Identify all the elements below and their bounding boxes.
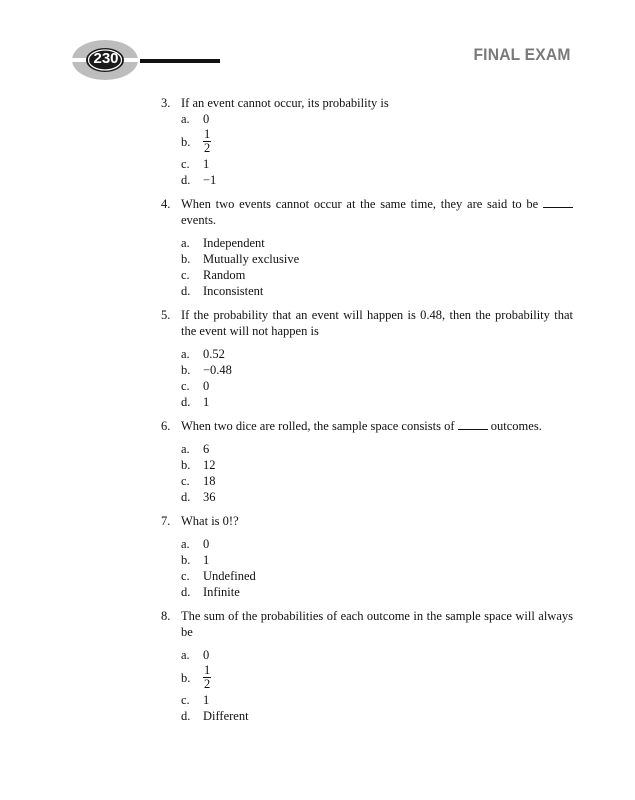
answer-blank [543,196,573,208]
running-head: FINAL EXAM [473,45,571,64]
option-b: b. $\frac{1}{2}$ [181,127,211,155]
option-c: c. 1 [181,693,210,707]
question-number: 3. [161,96,171,110]
option-b: b. 1 [181,553,210,567]
question-number: 7. [161,514,171,528]
question-number: 4. [161,197,171,211]
question-5 [161,307,573,410]
option-b: b. $\frac{1}{2}$ [181,663,211,691]
question-text: If the probability that an event will happen is 0.48, then the probability that the event will not happen is [181,308,573,338]
question-8 [161,608,573,724]
question-text: The sum of the probabilities of each outcome in the sample space will always be [181,609,573,639]
question-number: 6. [161,419,171,433]
option-c: c. Undefined [181,569,256,583]
question-4 [161,196,573,299]
option-a: a. 0 [181,648,210,662]
question-7 [161,513,573,600]
option-a: a. Independent [181,236,265,250]
question-3 [161,95,573,188]
question-text: What is 0!? [181,514,239,528]
question-text: When two dice are rolled, the sample space consists of outcomes. [181,419,542,433]
option-a: a. 6 [181,442,210,456]
option-d: d. Different [181,709,249,723]
option-c: c. 0 [181,379,210,393]
fraction: $\frac{1}{2}$ [204,663,211,691]
option-c: c. 18 [181,474,216,488]
option-d: d. −1 [181,173,217,187]
question-text: When two events cannot occur at the same time, they are said to be events. [181,196,573,228]
header-rule [140,59,220,63]
answer-blank [458,418,488,430]
option-b: b. −0.48 [181,363,232,377]
question-number: 5. [161,308,171,322]
option-d: d. 36 [181,490,216,504]
option-d: d. Infinite [181,585,240,599]
option-a: a. 0.52 [181,347,225,361]
question-6 [161,418,573,505]
question-list [161,95,573,732]
option-b: b. Mutually exclusive [181,252,300,266]
option-d: d. 1 [181,395,210,409]
question-number: 8. [161,609,171,623]
question-text: If an event cannot occur, its probability is [181,96,389,110]
option-c: c. Random [181,268,246,282]
option-a: a. 0 [181,112,210,126]
option-c: c. 1 [181,157,210,171]
option-b: b. 12 [181,458,216,472]
option-d: d. Inconsistent [181,284,264,298]
page-number: 230 [93,50,119,67]
fraction: $\frac{1}{2}$ [204,127,211,155]
option-a: a. 0 [181,537,210,551]
